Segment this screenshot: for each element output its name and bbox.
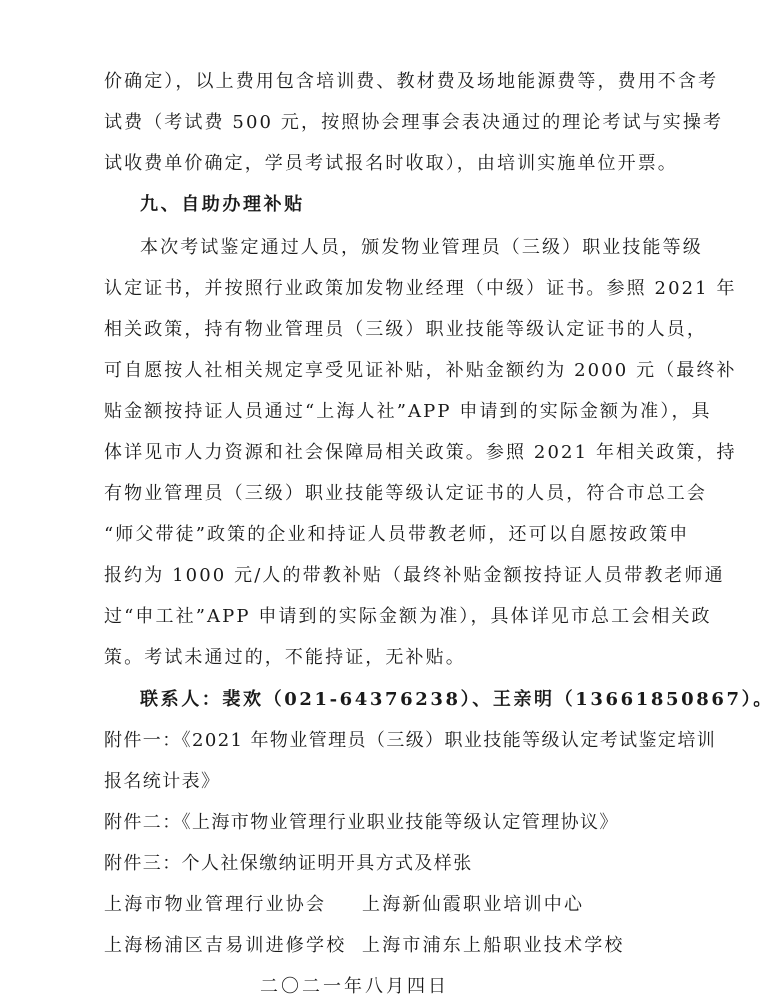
attachment-1-line-1: 附件一：《2021 年物业管理员（三级）职业技能等级认定考试鉴定培训 (104, 730, 717, 751)
section-heading: 九、自助办理补贴 (140, 194, 305, 215)
subsidy-line-6: 体详见市人力资源和社会保障局相关政策。参照 2021 年相关政策，持 (104, 442, 737, 463)
subsidy-line-7: 有物业管理员（三级）职业技能等级认定证书的人员，符合市总工会 (104, 483, 707, 504)
signatory-xinxianxia-training-center: 上海新仙霞职业培训中心 (362, 894, 585, 915)
subsidy-line-9: 报约为 1000 元/人的带教补贴（最终补贴金额按持证人员带教老师通 (104, 565, 725, 586)
subsidy-line-10: 过“申工社”APP 申请到的实际金额为准），具体详见市总工会相关政 (104, 606, 712, 627)
attachment-1-line-2: 报名统计表》 (104, 771, 221, 792)
document-date: 二〇二一年八月四日 (260, 976, 449, 997)
signatory-pudong-shangchuan-school: 上海市浦东上船职业技术学校 (362, 935, 625, 956)
attachment-2: 附件二：《上海市物业管理行业职业技能等级认定管理协议》 (104, 812, 619, 833)
subsidy-line-5: 贴金额按持证人员通过“上海人社”APP 申请到的实际金额为准），具 (104, 401, 712, 422)
subsidy-line-1: 本次考试鉴定通过人员，颁发物业管理员（三级）职业技能等级 (140, 237, 703, 258)
subsidy-line-11: 策。考试未通过的，不能持证，无补贴。 (104, 647, 466, 668)
fee-line-1: 价确定），以上费用包含培训费、教材费及场地能源费等，费用不含考 (104, 71, 719, 92)
signatory-shanghai-property-association: 上海市物业管理行业协会 (104, 894, 327, 915)
subsidy-line-8: “师父带徒”政策的企业和持证人员带教老师，还可以自愿按政策申 (104, 524, 690, 545)
fee-line-3: 试收费单价确定，学员考试报名时收取），由培训实施单位开票。 (104, 153, 678, 174)
subsidy-line-2: 认定证书，并按照行业政策加发物业经理（中级）证书。参照 2021 年 (104, 278, 737, 299)
signatory-yangpu-jiyi-school: 上海杨浦区吉易训进修学校 (104, 935, 347, 956)
subsidy-line-4: 可自愿按人社相关规定享受见证补贴，补贴金额约为 2000 元（最终补 (104, 360, 737, 381)
subsidy-line-3: 相关政策，持有物业管理员（三级）职业技能等级认定证书的人员， (104, 319, 707, 340)
contact-line: 联系人：裴欢（021-64376238）、王亲明（13661850867）。 (140, 689, 774, 710)
fee-line-2: 试费（考试费 500 元，按照协会理事会表决通过的理论考试与实操考 (104, 112, 724, 133)
attachment-3: 附件三：个人社保缴纳证明开具方式及样张 (104, 853, 473, 874)
